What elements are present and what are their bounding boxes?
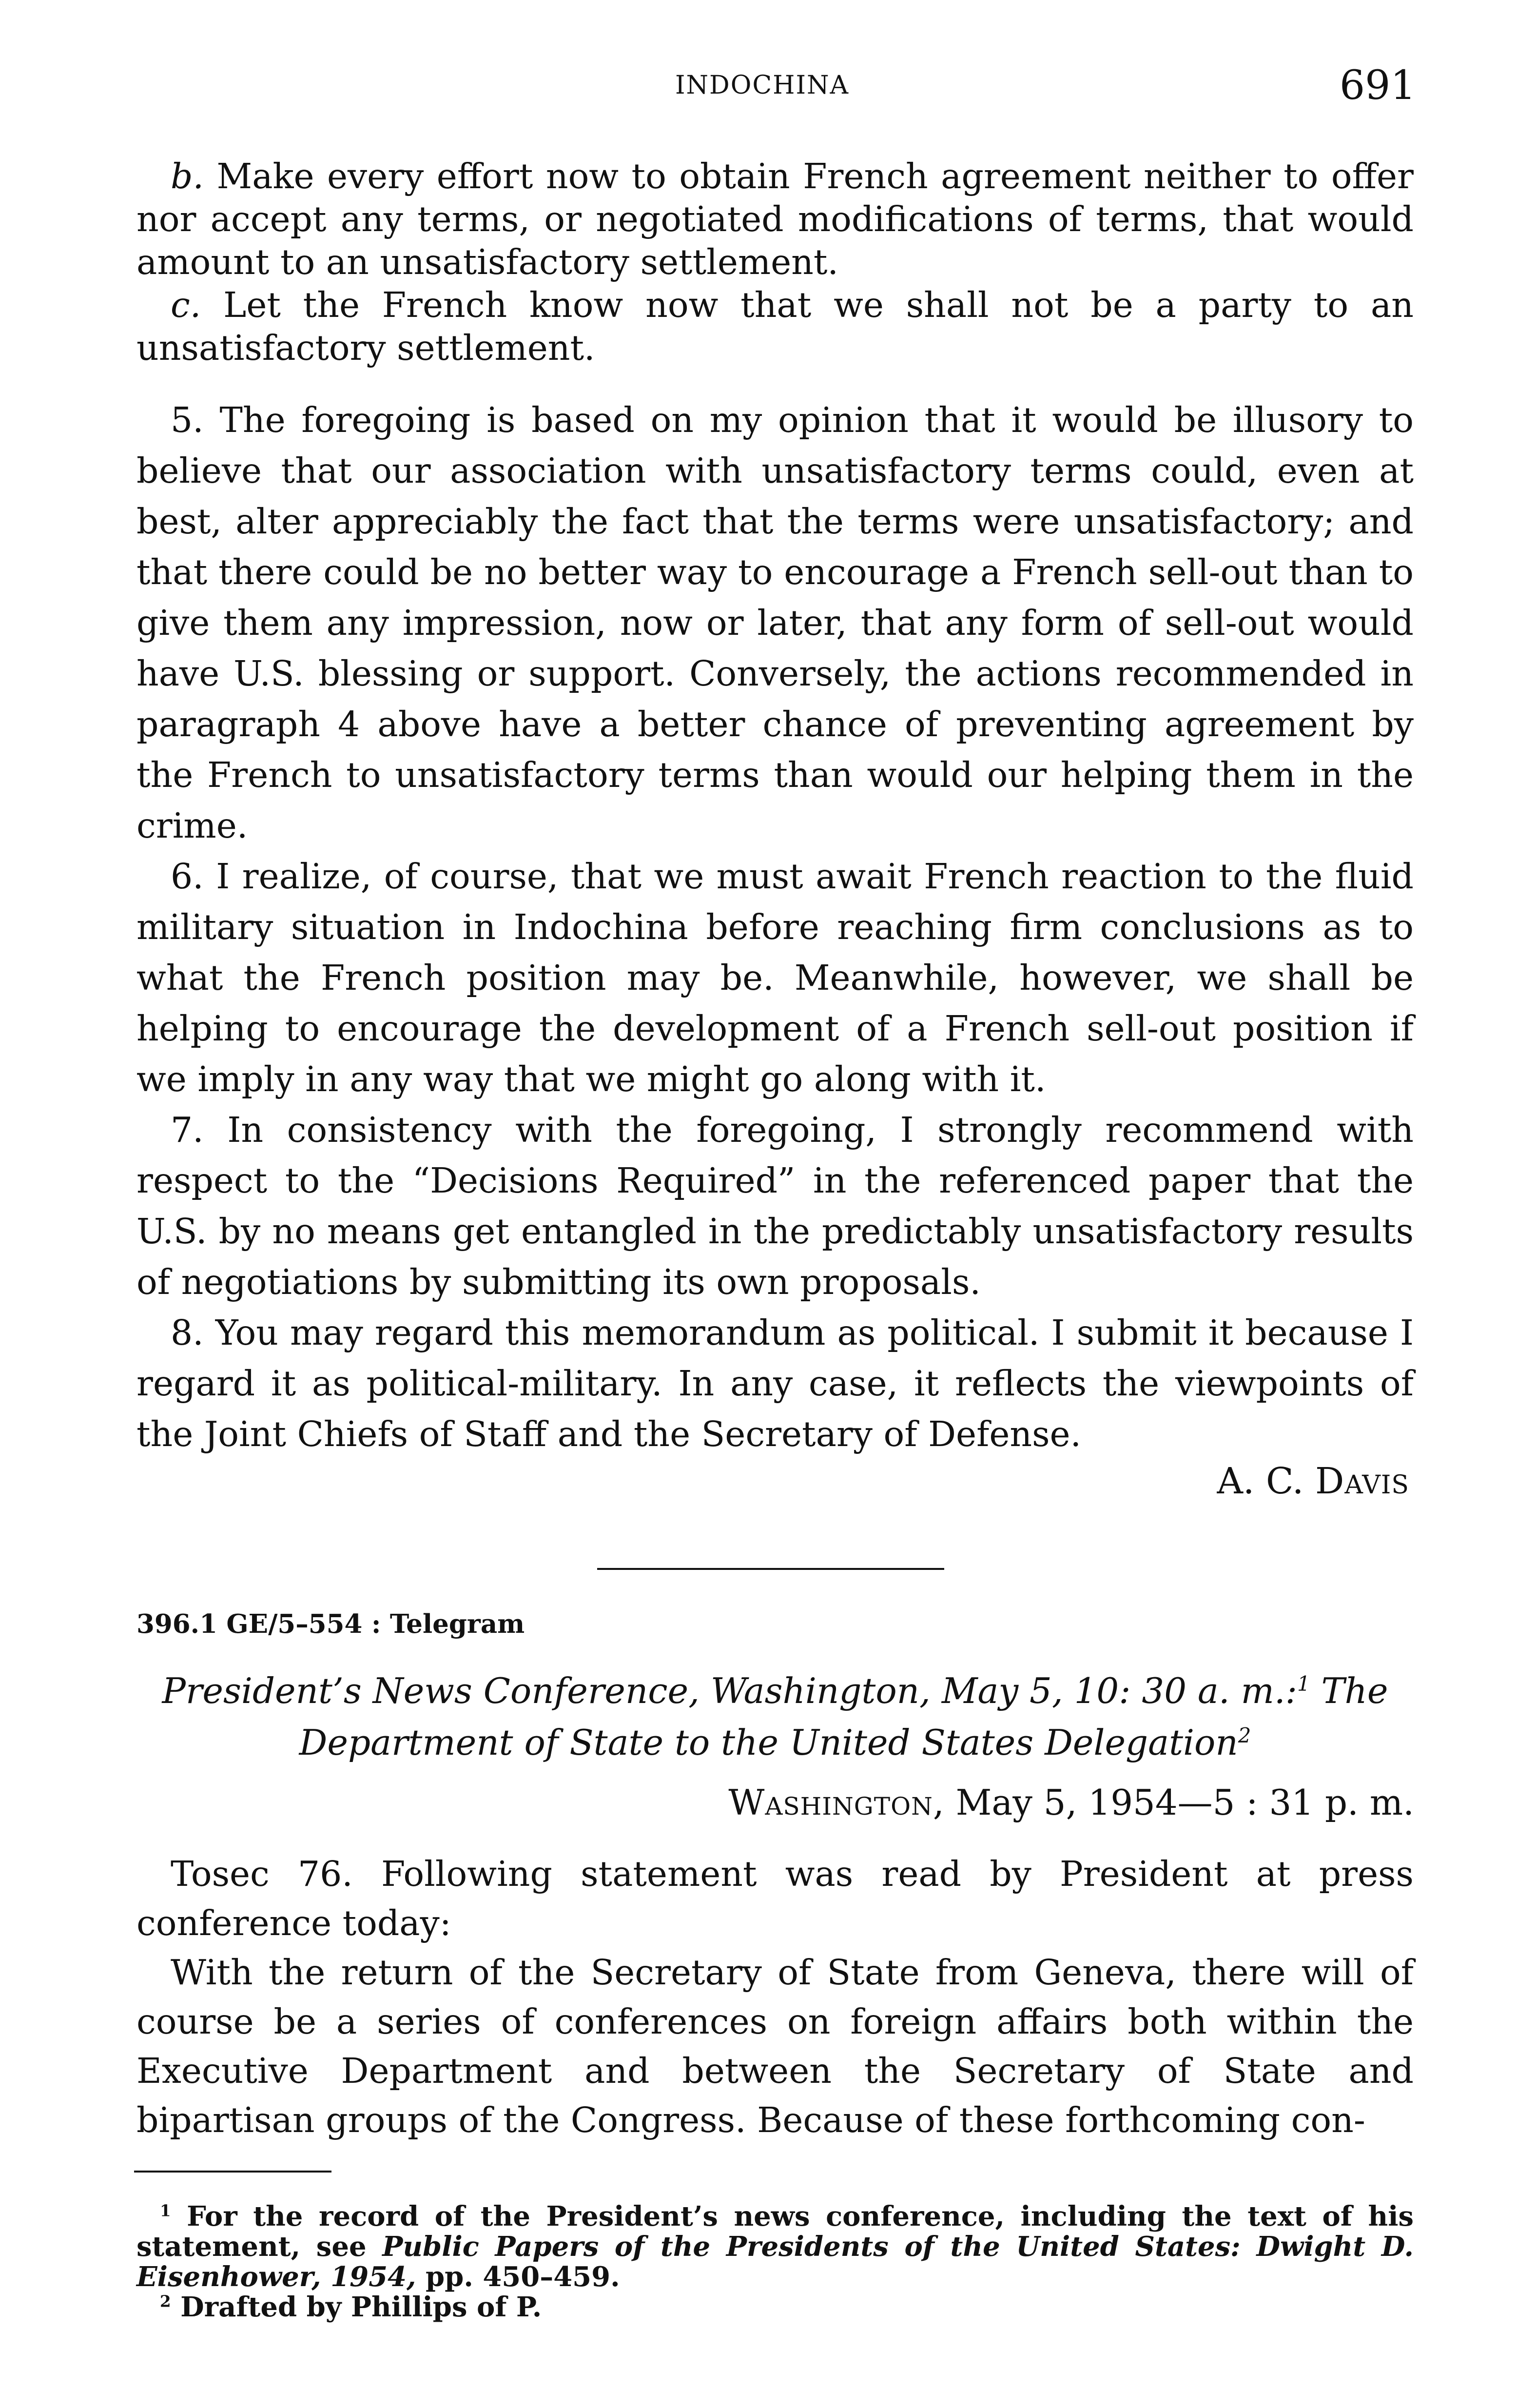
telegram-paragraph-2: With the return of the Secretary of State from Geneva, there will of course be a series of conferences on foreign affairs both within the Executive Department and between the Secretary of State and bipartisan groups of the Congress. Because of these forthcoming con- (136, 1952, 1414, 2140)
paragraph-6 (136, 851, 1414, 1105)
paragraph-7 (136, 1105, 1414, 1308)
signature-initials: A. C. (1217, 1460, 1304, 1502)
footnotes (136, 2201, 1414, 2322)
memorandum-paragraphs (136, 395, 1414, 1460)
item-label: c. (171, 285, 201, 325)
item-text: Make every effort now to obtain French agreement neither to offer nor accept any terms, or negotiated modifications of terms, that would amount to an unsatisfactory settlement. (136, 156, 1414, 282)
dateline-place: Washington, (728, 1782, 945, 1823)
signature-block (1217, 1460, 1409, 1502)
footnote-marker: 1 (160, 2201, 171, 2220)
document-title-part-1: President’s News Conference, Washington, May 5, 10: 30 a. m.: (162, 1670, 1298, 1711)
paragraph-5 (136, 395, 1414, 851)
paragraph-number: 7. (171, 1110, 204, 1150)
footnote-marker: 2 (160, 2292, 171, 2311)
document-title-part-2: The Department of State to the United States Delegation (299, 1670, 1388, 1763)
paragraph-8 (136, 1308, 1414, 1460)
footnote-reference-1: 1 (1297, 1672, 1310, 1696)
dateline-time: May 5, 1954—5 : 31 p. m. (955, 1782, 1414, 1823)
footnote-reference-2: 2 (1238, 1723, 1251, 1747)
dateline (728, 1782, 1414, 1823)
document-title (136, 1665, 1414, 1768)
page-number: 691 (1340, 62, 1416, 109)
running-header-title: INDOCHINA (675, 71, 850, 100)
section-divider (597, 1568, 944, 1570)
item-label: b. (171, 156, 204, 196)
publication-title: Public Papers of the Presidents of the United States: Dwight D. Eisenhower, 1954, (136, 2231, 1414, 2293)
footnote-pages: pp. 450–459. (426, 2261, 620, 2293)
paragraph-text: I realize, of course, that we must await French reaction to the fluid military situation in Indochina before reaching firm conclusions as to what the French position may be. Meanwhile, however, we shall be helping to encourage the development of a French sell-out position if we imply in any way that we might go along with it. (136, 856, 1414, 1099)
recommendation-items (136, 155, 1414, 370)
document-reference: 396.1 GE/5–554 : Telegram (136, 1609, 525, 1639)
telegram-body (136, 1849, 1414, 2145)
footnote-rule (134, 2171, 331, 2173)
paragraph-number: 6. (171, 856, 204, 897)
paragraph-text: In consistency with the foregoing, I strongly recommend with respect to the “Decisions Required” in the referenced paper that the U.S. by no means get entangled in the predictably unsatisfactory results of negotiations by submitting its own proposals. (136, 1110, 1414, 1302)
item-b (136, 155, 1414, 284)
telegram-paragraph-1: Tosec 76. Following statement was read by President at press conference today: (136, 1854, 1414, 1943)
item-c (136, 284, 1414, 370)
footnote-1 (136, 2201, 1414, 2292)
footnote-text: Drafted by Phillips of P. (180, 2291, 542, 2323)
paragraph-text: The foregoing is based on my opinion that it would be illusory to believe that our association with unsatisfactory terms could, even at best, alter appreciably the fact that the terms were unsatisfactory; and that there could be no better way to encourage a French sell-out than to give them any impression, now or later, that any form of sell-out would have U.S. blessing or support. Conversely, the actions recommended in paragraph 4 above have a better chance of preventing agreement by the French to unsatisfactory terms than would our helping them in the crime. (136, 400, 1414, 846)
paragraph-number: 8. (171, 1312, 204, 1353)
footnote-2 (136, 2292, 1414, 2322)
paragraph-text: You may regard this memorandum as political. I submit it because I regard it as political-military. In any case, it reflects the viewpoints of the Joint Chiefs of Staff and the Secretary of Defense. (136, 1312, 1414, 1454)
signature-surname: Davis (1315, 1460, 1409, 1502)
paragraph-number: 5. (171, 400, 204, 440)
item-text: Let the French know now that we shall not be a party to an unsatisfactory settlement. (136, 285, 1414, 368)
footnote-text: For the record of the President’s news conference, including the text of his statement, see (136, 2200, 1414, 2263)
